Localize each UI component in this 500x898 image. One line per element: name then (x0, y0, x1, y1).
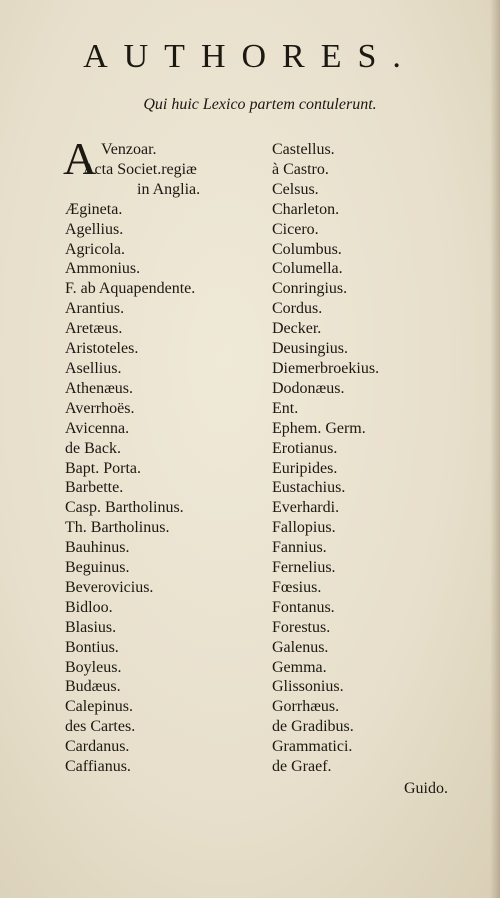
list-item: Fannius. (272, 539, 327, 557)
list-item: à Castro. (272, 160, 329, 178)
list-item: Fernelius. (272, 559, 336, 577)
page-edge-shadow (490, 0, 500, 898)
list-item: Everhardi. (272, 499, 340, 517)
list-item: de Gradibus. (272, 718, 354, 736)
list-item: de Graef. (272, 758, 332, 776)
list-item: Columella. (272, 260, 343, 278)
list-item: Agricola. (65, 240, 125, 258)
list-item: Th. Bartholinus. (65, 519, 170, 537)
list-item: Galenus. (272, 638, 329, 656)
list-item: Beguinus. (65, 559, 130, 577)
list-item: Ephem. Germ. (272, 419, 366, 437)
list-item: Ammonius. (65, 260, 141, 278)
list-item: Charleton. (272, 200, 340, 218)
list-item: Ægineta. (65, 200, 123, 218)
list-item: Acta Societ.regiæ (83, 160, 197, 178)
list-item: Deusingius. (272, 340, 348, 358)
list-item: Averrhoës. (65, 399, 135, 417)
list-item: Bapt. Porta. (65, 459, 141, 477)
list-item: Venzoar. (101, 141, 157, 158)
list-item: Bidloo. (65, 598, 113, 616)
list-item: in Anglia. (137, 180, 201, 198)
list-item: Celsus. (272, 180, 319, 198)
list-item: Blasius. (65, 618, 117, 636)
list-item: F. ab Aquapendente. (65, 280, 196, 298)
list-item: Asellius. (65, 359, 122, 377)
list-item: Cordus. (272, 300, 323, 318)
list-item: Glissonius. (272, 678, 344, 696)
list-item: Cardanus. (65, 738, 130, 756)
list-item: Ent. (272, 399, 299, 417)
drop-cap-initial: A (63, 133, 97, 184)
list-item: Fœsius. (272, 578, 322, 596)
list-item: Bontius. (65, 638, 119, 656)
list-item: Fontanus. (272, 598, 335, 616)
list-item: Budæus. (65, 678, 121, 696)
list-item: Gemma. (272, 658, 327, 676)
list-item: Castellus. (272, 141, 335, 158)
list-item: Cicero. (272, 220, 319, 238)
list-item: Avicenna. (65, 419, 130, 437)
list-item: Gorrhæus. (272, 698, 340, 716)
list-item: Decker. (272, 320, 322, 338)
list-item: Casp. Bartholinus. (65, 499, 184, 517)
list-item: Diemerbroekius. (272, 359, 380, 377)
list-item: Aristoteles. (65, 340, 139, 358)
list-item: Columbus. (272, 240, 342, 258)
list-item: Aretæus. (65, 320, 123, 338)
page-title: AUTHORES. (83, 38, 417, 75)
list-item: Eustachius. (272, 479, 346, 497)
list-item: Caffianus. (65, 758, 131, 776)
page-subtitle: Qui huic Lexico partem contulerunt. (143, 96, 377, 113)
list-item: Bauhinus. (65, 539, 130, 557)
left-author-column (63, 133, 201, 777)
list-item: Barbette. (65, 479, 124, 497)
catchword: Guido. (404, 780, 448, 797)
list-item: Calepinus. (65, 698, 133, 716)
list-item: Dodonæus. (272, 379, 345, 397)
list-item: des Cartes. (65, 718, 136, 736)
list-item: Athenæus. (65, 379, 133, 397)
right-author-column (272, 140, 379, 777)
list-item: de Back. (65, 439, 121, 457)
list-item: Erotianus. (272, 439, 338, 457)
list-item: Euripides. (272, 459, 338, 477)
list-item: Agellius. (65, 220, 124, 238)
list-item: Fallopius. (272, 519, 336, 537)
list-item: Beverovicius. (65, 578, 154, 596)
list-item: Boyleus. (65, 658, 122, 676)
list-item: Conringius. (272, 280, 348, 298)
list-item: Grammatici. (272, 738, 353, 756)
list-item: Arantius. (65, 300, 125, 318)
list-item: Forestus. (272, 618, 331, 636)
